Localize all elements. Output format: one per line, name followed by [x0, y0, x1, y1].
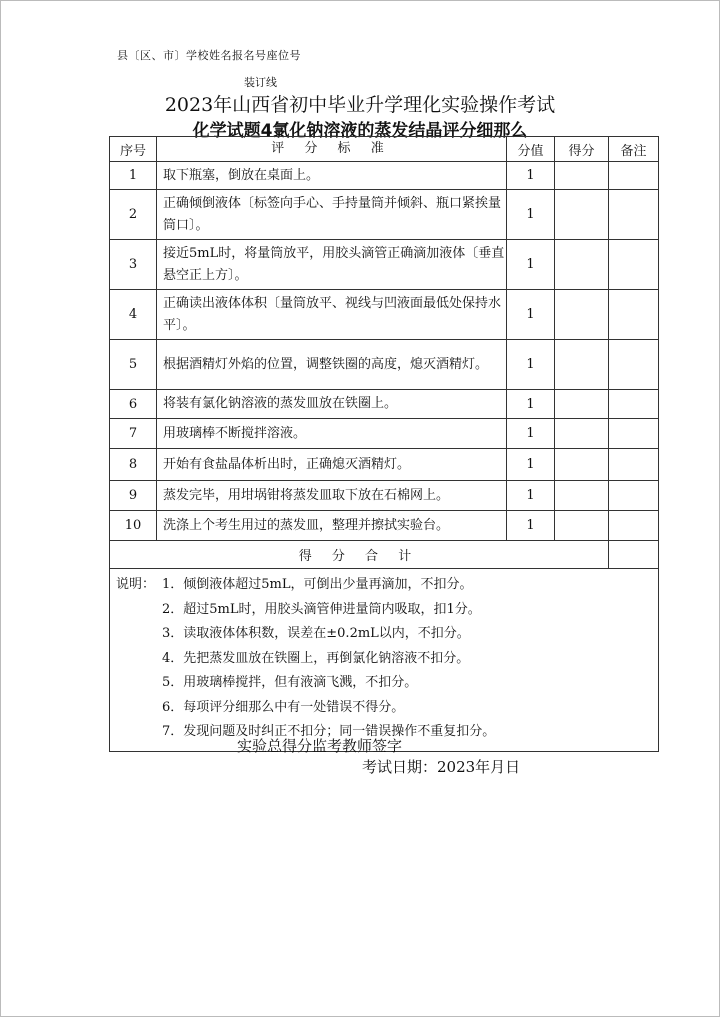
- remark-cell[interactable]: [609, 190, 659, 240]
- note-item: 7．发现问题及时纠正不扣分；同一错误操作不重复扣分。: [162, 724, 496, 739]
- row-value: 1: [507, 290, 555, 340]
- header-standard: 评 分 标 准: [157, 137, 507, 162]
- signature-line: 实验总得分监考教师签字: [237, 737, 403, 755]
- row-value: 1: [507, 240, 555, 290]
- row-value: 1: [507, 340, 555, 390]
- row-number: 5: [110, 340, 157, 390]
- row-standard: 洗涤上个考生用过的蒸发皿，整理并擦拭实验台。: [157, 511, 507, 541]
- row-value: 1: [507, 162, 555, 190]
- row-number: 4: [110, 290, 157, 340]
- note-item: 5．用玻璃棒搅拌，但有液滴飞溅，不扣分。: [162, 675, 418, 690]
- row-number: 9: [110, 481, 157, 511]
- table-row: [110, 162, 659, 190]
- score-cell[interactable]: [555, 340, 609, 390]
- table-row: [110, 481, 659, 511]
- table-header-row: [110, 137, 659, 162]
- row-standard: 根据酒精灯外焰的位置，调整铁圈的高度，熄灭酒精灯。: [157, 340, 507, 390]
- row-value: 1: [507, 481, 555, 511]
- header-value: 分值: [507, 137, 555, 162]
- header-score: 得分: [555, 137, 609, 162]
- row-standard: 将装有氯化钠溶液的蒸发皿放在铁圈上。: [157, 390, 507, 419]
- notes-cell: [110, 569, 659, 752]
- score-cell[interactable]: [555, 511, 609, 541]
- score-cell[interactable]: [555, 290, 609, 340]
- row-value: 1: [507, 390, 555, 419]
- row-number: 6: [110, 390, 157, 419]
- table-row: [110, 290, 659, 340]
- row-value: 1: [507, 190, 555, 240]
- binding-line-label: 装订线: [244, 76, 277, 89]
- remark-cell[interactable]: [609, 390, 659, 419]
- row-value: 1: [507, 449, 555, 481]
- remark-cell[interactable]: [609, 290, 659, 340]
- header-remark: 备注: [609, 137, 659, 162]
- row-number: 3: [110, 240, 157, 290]
- row-standard: 正确读出液体体积〔量筒放平、视线与凹液面最低处保持水平〕。: [157, 290, 507, 340]
- score-cell[interactable]: [555, 190, 609, 240]
- remark-cell[interactable]: [609, 340, 659, 390]
- table-row: [110, 240, 659, 290]
- note-item: 2．超过5mL时，用胶头滴管伸进量筒内吸取，扣1分。: [162, 601, 481, 617]
- header-number: 序号: [110, 137, 157, 162]
- examinee-info-line: 县〔区、市〕学校姓名报名号座位号: [117, 49, 301, 62]
- remark-cell[interactable]: [609, 419, 659, 449]
- score-cell[interactable]: [555, 162, 609, 190]
- score-cell[interactable]: [555, 390, 609, 419]
- note-item: 3．读取液体体积数，误差在±0.2mL以内，不扣分。: [162, 626, 470, 641]
- note-item: 4．先把蒸发皿放在铁圈上，再倒氯化钠溶液不扣分。: [162, 650, 470, 666]
- notes-row: [110, 569, 659, 752]
- note-item: 6．每项评分细那么中有一处错误不得分。: [162, 699, 405, 715]
- row-standard: 蒸发完毕，用坩埚钳将蒸发皿取下放在石棉网上。: [157, 481, 507, 511]
- total-label: 得 分 合 计: [110, 541, 609, 569]
- score-cell[interactable]: [555, 481, 609, 511]
- row-number: 2: [110, 190, 157, 240]
- total-score-cell[interactable]: [609, 541, 659, 569]
- row-number: 7: [110, 419, 157, 449]
- score-cell[interactable]: [555, 449, 609, 481]
- score-cell[interactable]: [555, 419, 609, 449]
- remark-cell[interactable]: [609, 449, 659, 481]
- table-row: [110, 419, 659, 449]
- table-row: [110, 449, 659, 481]
- notes-prefix: 说明：: [116, 577, 156, 592]
- total-row: [110, 541, 659, 569]
- note-line: [116, 573, 658, 598]
- score-cell[interactable]: [555, 240, 609, 290]
- table-row: [110, 390, 659, 419]
- remark-cell[interactable]: [609, 481, 659, 511]
- note-item: 1．倾倒液体超过5mL，可倒出少量再滴加，不扣分。: [162, 577, 473, 592]
- row-value: 1: [507, 419, 555, 449]
- exam-title: 2023年山西省初中毕业升学理化实验操作考试: [164, 94, 556, 116]
- row-number: 10: [110, 511, 157, 541]
- table-row: [110, 511, 659, 541]
- scoring-table: [109, 136, 659, 752]
- row-standard: 开始有食盐晶体析出时，正确熄灭酒精灯。: [157, 449, 507, 481]
- row-number: 1: [110, 162, 157, 190]
- row-value: 1: [507, 511, 555, 541]
- exam-subtitle: 化学试题4氯化钠溶液的蒸发结晶评分细那么: [192, 121, 528, 141]
- row-standard: 正确倾倒液体〔标签向手心、手持量筒并倾斜、瓶口紧挨量筒口〕。: [157, 190, 507, 240]
- remark-cell[interactable]: [609, 511, 659, 541]
- row-standard: 取下瓶塞，倒放在桌面上。: [157, 162, 507, 190]
- table-row: [110, 190, 659, 240]
- row-number: 8: [110, 449, 157, 481]
- remark-cell[interactable]: [609, 240, 659, 290]
- exam-date-line: 考试日期：2023年月日: [362, 758, 521, 776]
- row-standard: 用玻璃棒不断搅拌溶液。: [157, 419, 507, 449]
- row-standard: 接近5mL时，将量筒放平，用胶头滴管正确滴加液体〔垂直悬空正上方〕。: [157, 240, 507, 290]
- table-row: [110, 340, 659, 390]
- remark-cell[interactable]: [609, 162, 659, 190]
